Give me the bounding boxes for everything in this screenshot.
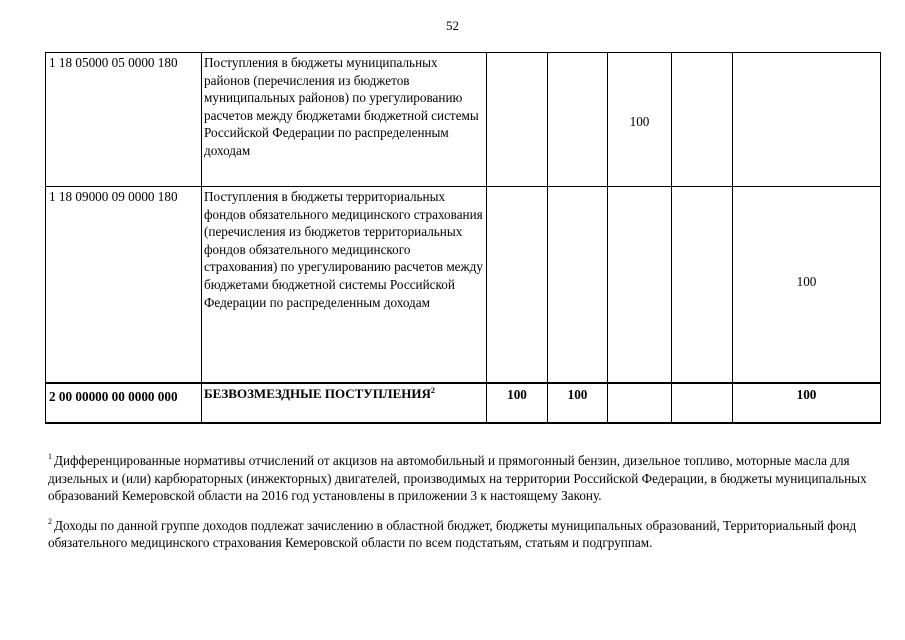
total-code-cell: 2 00 00000 00 0000 000 (46, 383, 202, 423)
total-value-cell (672, 383, 733, 423)
description-cell: Поступления в бюджеты муниципальных районов (перечисления из бюджетов муниципальных районов) по урегулированию расчетов между бюджетами бюджетной системы Российской Федерации по распределенным доходам (202, 53, 487, 187)
total-value-cell: 100 (548, 383, 608, 423)
footnotes (48, 452, 868, 552)
value-cell (672, 53, 733, 187)
budget-code-cell: 1 18 09000 09 0000 180 (46, 187, 202, 383)
description-cell: Поступления в бюджеты территориальных фондов обязательного медицинского страхования (перечисления из бюджетов территориальных фондов обязательного медицинского страхования) по урегулированию расчетов между бюджетами бюджетной системы Российской Федерации по распределенным доходам (202, 187, 487, 383)
footnote-mark: 2 (48, 516, 52, 526)
value-cell (733, 53, 881, 187)
footnote-text: Доходы по данной группе доходов подлежат зачислению в областной бюджет, бюджеты муниципальных образований, Территориальный фонд обязательного медицинского страхования Кемеровской области по всем подстатьям, статьям и подгруппам. (48, 517, 857, 550)
total-description-cell (202, 383, 487, 423)
budget-code-cell: 1 18 05000 05 0000 180 (46, 53, 202, 187)
table-row (46, 187, 881, 383)
total-row (46, 383, 881, 423)
value-cell (608, 187, 672, 383)
total-value-cell (608, 383, 672, 423)
revenue-table (45, 52, 881, 424)
value-cell (487, 187, 548, 383)
total-label: БЕЗВОЗМЕЗДНЫЕ ПОСТУПЛЕНИЯ (204, 385, 431, 401)
value-cell (672, 187, 733, 383)
value-cell (548, 187, 608, 383)
footnote-1 (48, 452, 868, 505)
page-number: 52 (446, 18, 459, 33)
value-cell (548, 53, 608, 187)
footnote-2 (48, 517, 868, 552)
value-cell: 100 (733, 187, 881, 383)
table-row (46, 53, 881, 187)
value-cell (487, 53, 548, 187)
value-cell: 100 (608, 53, 672, 187)
total-value-cell: 100 (487, 383, 548, 423)
footnote-mark: 1 (48, 452, 52, 461)
total-value-cell: 100 (733, 383, 881, 423)
footnote-text: Дифференцированные нормативы отчислений от акцизов на автомобильный и прямогонный бензин, дизельное топливо, моторные масла для дизельных и (или) карбюраторных (инжекторных) двигателей, производимых на территории Российской Федерации, в бюджеты муниципальных образований Кемеровской области на 2016 год установлены в приложении 3 к настоящему Закону. (48, 453, 867, 503)
footnote-ref: 2 (430, 385, 435, 395)
